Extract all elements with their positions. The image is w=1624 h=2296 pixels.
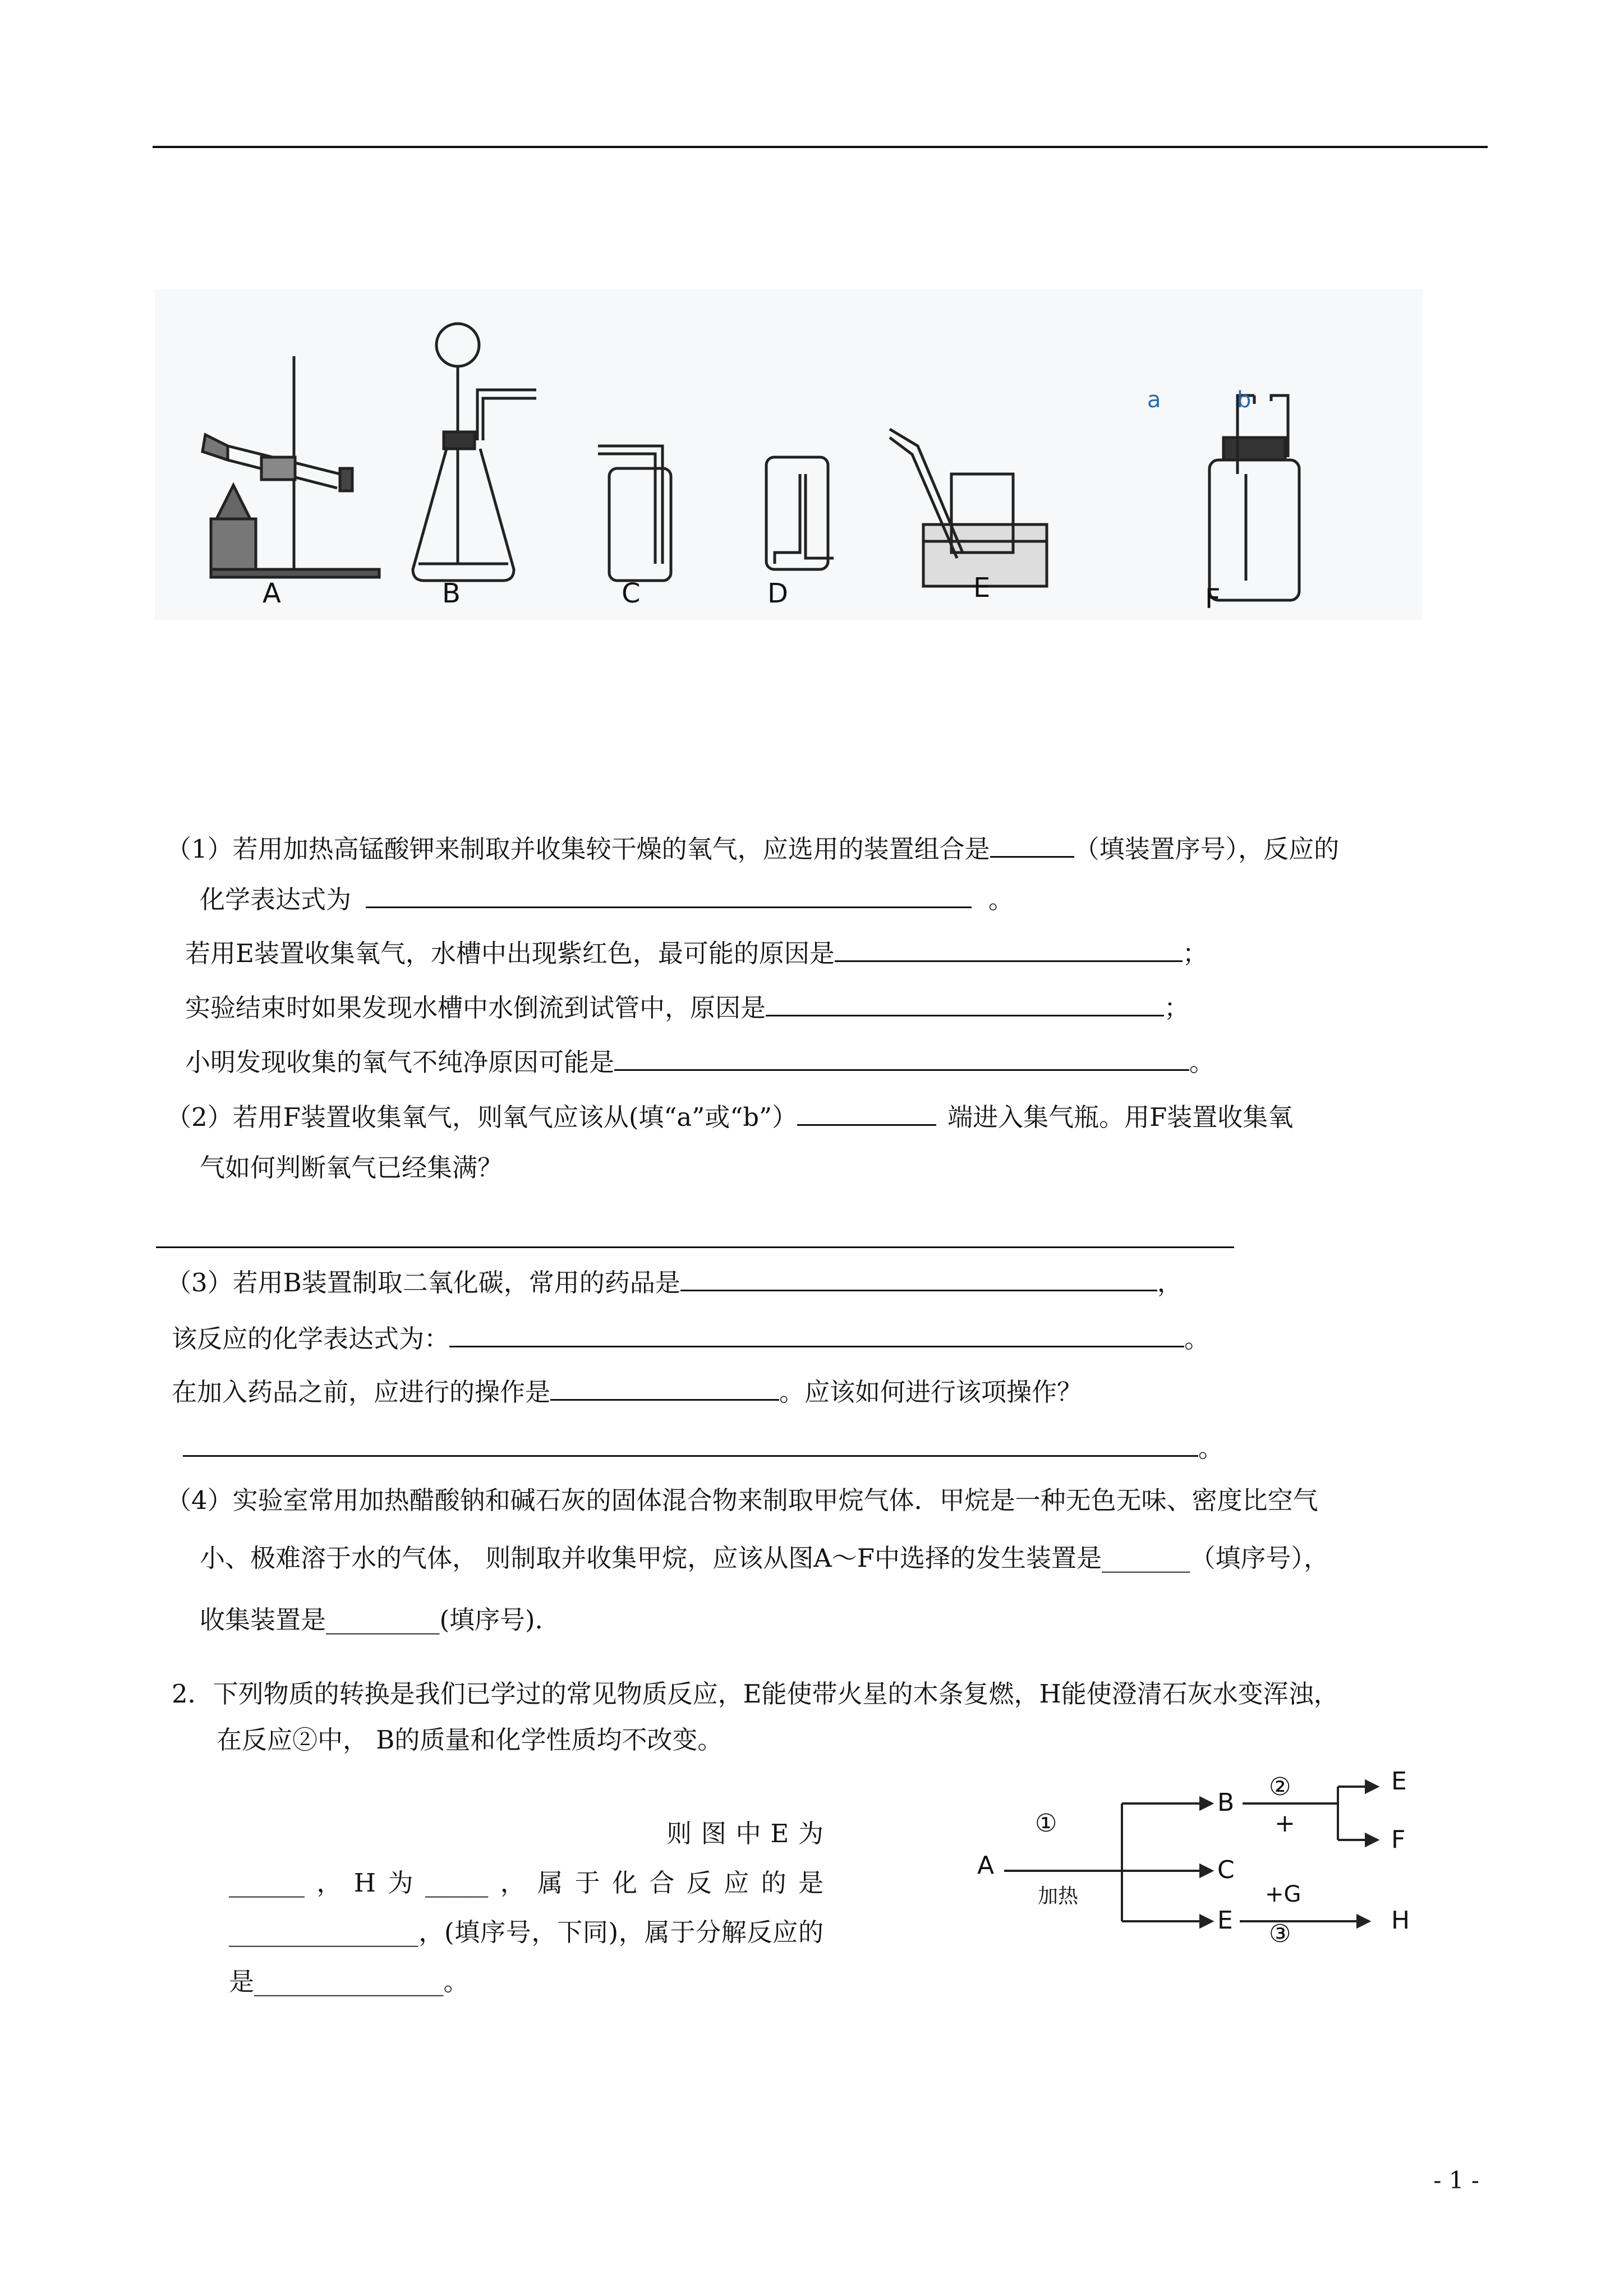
q2-answer-line[interactable] — [156, 1246, 1234, 1248]
q4-line3: 收集装置是_________(填序号)． — [200, 1605, 560, 1635]
plus-sign: + — [1275, 1809, 1295, 1838]
q1-text-b: （填装置序号），反应的 — [1074, 834, 1340, 864]
reaction-2-label: ② — [1269, 1773, 1291, 1801]
node-f: F — [1391, 1825, 1406, 1854]
q1-blank-impure-reason[interactable] — [614, 1045, 1189, 1071]
label-e: E — [973, 572, 991, 604]
q3-line1 — [166, 1265, 1183, 1300]
q3-expr-text: 该反应的化学表达式为： — [172, 1324, 450, 1354]
plus-g-label: +G — [1265, 1881, 1301, 1907]
reaction-diagram — [970, 1761, 1430, 1963]
q3-blank-expression[interactable] — [449, 1321, 1184, 1347]
q1-line4 — [185, 990, 1189, 1025]
q1-expr-label: 化学表达式为 — [200, 885, 352, 914]
label-c: C — [622, 578, 641, 609]
port-b-label: b — [1237, 387, 1252, 413]
q1-blank-combo[interactable] — [990, 831, 1074, 858]
q3-expr-end: 。 — [1184, 1324, 1210, 1354]
q1-line1 — [166, 831, 1339, 866]
q1-expr-end: 。 — [988, 885, 1014, 914]
apparatus-figure — [155, 289, 1423, 620]
node-e: E — [1217, 1906, 1233, 1935]
node-b: B — [1217, 1788, 1235, 1817]
q2-line2: 气如何判断氧气已经集满？ — [200, 1153, 503, 1182]
label-d: D — [767, 578, 788, 609]
reaction-1-label: ① — [1035, 1809, 1057, 1838]
q1-blank-expression[interactable] — [366, 882, 972, 908]
q3-how-end: 。 — [1198, 1433, 1224, 1463]
node-a: A — [977, 1851, 995, 1880]
q2-line1 — [166, 1099, 1293, 1134]
q3-line3 — [172, 1374, 1082, 1409]
q3-blank-reagents[interactable] — [680, 1265, 1157, 1291]
q1-text-a: （1）若用加热高锰酸钾来制取并收集较干燥的氧气，应选用的装置组合是 — [166, 834, 990, 864]
node-c: C — [1217, 1856, 1235, 1884]
q1-backflow-text: 实验结束时如果发现水槽中水倒流到试管中，原因是 — [185, 993, 766, 1023]
q3-blank-how[interactable] — [183, 1430, 1198, 1457]
q2-blank-port[interactable] — [797, 1099, 936, 1126]
q1-line5 — [185, 1045, 1214, 1079]
port-a-label: a — [1147, 387, 1161, 413]
q1-blank-backflow-reason[interactable] — [766, 990, 1164, 1016]
q1-backflow-end: ； — [1164, 993, 1190, 1023]
q3-reagent-end: ， — [1157, 1268, 1183, 1297]
label-b: B — [442, 578, 461, 609]
q2-text-b: 端进入集气瓶。用F装置收集氧 — [947, 1102, 1294, 1132]
label-f: F — [1205, 583, 1221, 615]
q3-line2 — [172, 1321, 1209, 1356]
page-number: - 1 - — [1433, 2166, 1479, 2194]
p2-line2: 在反应②中， B的质量和化学性质均不改变。 — [217, 1725, 723, 1755]
reaction-3-label: ③ — [1269, 1920, 1291, 1948]
node-h: H — [1391, 1906, 1410, 1935]
q2-text-a: （2）若用F装置收集氧气，则氧气应该从(填“a”或“b”） — [166, 1102, 798, 1132]
node-e-product: E — [1391, 1767, 1407, 1796]
heat-label: 加热 — [1038, 1885, 1079, 1908]
q1-impure-end: 。 — [1189, 1047, 1215, 1077]
header-rule — [153, 146, 1488, 148]
q3-how-text: 。应该如何进行该项操作？ — [779, 1377, 1083, 1407]
q3-line4 — [183, 1430, 1223, 1465]
q3-operation-text: 在加入药品之前，应进行的操作是 — [172, 1377, 551, 1407]
q3-reagent-text: （3）若用B装置制取二氧化碳，常用的药品是 — [166, 1268, 680, 1297]
q1-impure-text: 小明发现收集的氧气不纯净原因可能是 — [185, 1047, 615, 1077]
q1-line2 — [200, 882, 1014, 917]
p2-line1: 2．下列物质的转换是我们已学过的常见物质反应，E能使带火星的木条复燃，H能使澄清石灰水变浑浊， — [172, 1679, 1339, 1709]
q4-line1: （4）实验室常用加热醋酸钠和碱石灰的固体混合物来制取甲烷气体．甲烷是一种无色无味、密度比空气 — [166, 1485, 1318, 1515]
q1-blank-purple-reason[interactable] — [835, 936, 1183, 962]
q1-purple-end: ； — [1182, 938, 1208, 968]
label-a: A — [263, 578, 281, 609]
q1-purple-text: 若用E装置收集氧气，水槽中出现紫红色，最可能的原因是 — [185, 938, 835, 968]
q1-line3 — [185, 936, 1208, 970]
q4-line2: 小、极难溶于水的气体， 则制取并收集甲烷，应该从图A～F中选择的发生装置是_______（填序号）， — [200, 1543, 1329, 1573]
q3-blank-operation[interactable] — [550, 1374, 779, 1401]
p2-answer-paragraph: 则图中E为______，H为_____，属于化合反应的是_______________，(填序号，下同)，属于分解反应的是_______________。 — [229, 1819, 823, 1996]
